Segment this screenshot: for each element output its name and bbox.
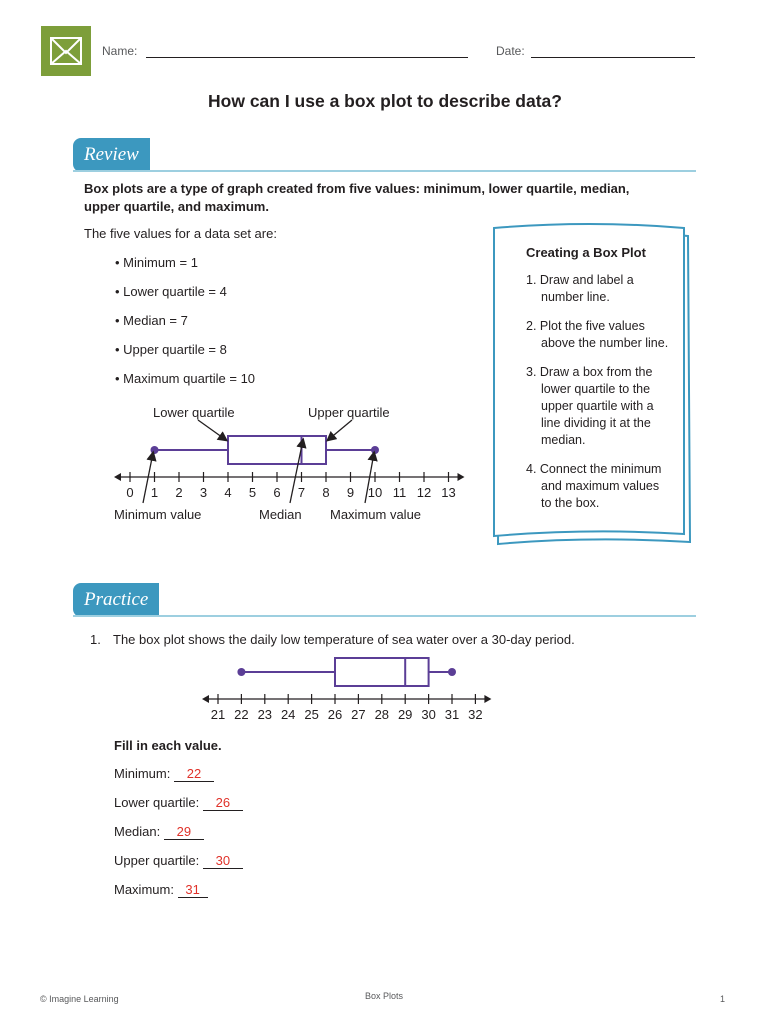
tick-label: 2 [175, 485, 183, 500]
value-lower-quartile: • Lower quartile = 4 [115, 284, 227, 299]
page-title: How can I use a box plot to describe data? [208, 91, 562, 111]
field-lower-quartile [114, 795, 243, 811]
minimum-value-label: Minimum value [114, 507, 202, 522]
card-step-1-line2: number line. [541, 290, 610, 304]
card-title: Creating a Box Plot [526, 245, 646, 260]
card-step-2-line2: above the number line. [541, 336, 669, 350]
field-median-label: Median: [114, 824, 161, 839]
tick-label: 32 [468, 707, 483, 722]
field-maximum [114, 882, 208, 898]
card-step-1-line1: 1. Draw and label a [526, 273, 634, 287]
value-maximum: • Maximum quartile = 10 [115, 371, 256, 386]
card-step-3-line1: 3. Draw a box from the [526, 365, 653, 379]
question-number: 1. [90, 632, 101, 647]
review-intro-line2: upper quartile, and maximum. [84, 199, 269, 214]
tick-label: 11 [392, 485, 407, 500]
card-step-4-line2: and maximum values [541, 479, 660, 493]
tick-label: 26 [327, 707, 343, 722]
tick-label: 23 [257, 707, 273, 722]
value-minimum: • Minimum = 1 [115, 255, 198, 270]
footer-copyright: © Imagine Learning [40, 994, 119, 1004]
upper-quartile-answer[interactable]: 30 [203, 853, 243, 869]
field-upper-quartile-label: Upper quartile: [114, 853, 200, 868]
tick-label: 13 [441, 485, 456, 500]
upper-quartile-label: Upper quartile [308, 405, 390, 420]
footer-page-number: 1 [720, 994, 726, 1004]
tick-label: 10 [367, 485, 383, 500]
tick-label: 31 [444, 707, 460, 722]
tick-label: 25 [304, 707, 319, 722]
card-step-4-line3: to the box. [541, 496, 600, 510]
card-step-4-line1: 4. Connect the minimum [526, 462, 662, 476]
median-answer[interactable]: 29 [164, 824, 204, 840]
field-maximum-label: Maximum: [114, 882, 174, 897]
tick-label: 28 [374, 707, 390, 722]
tick-label: 27 [351, 707, 366, 722]
question-text: The box plot shows the daily low temperature of sea water over a 30-day period. [113, 632, 575, 647]
field-lower-quartile-label: Lower quartile: [114, 795, 200, 810]
review-intro-line1: Box plots are a type of graph created from five values: minimum, lower quartile, median, [84, 181, 630, 196]
tick-label: 30 [421, 707, 436, 722]
footer-center: Box Plots [365, 991, 404, 1001]
maximum-point [448, 668, 456, 676]
tick-label: 4 [224, 485, 232, 500]
quartile-box [335, 658, 429, 686]
card-step-3-line2: lower quartile to the [541, 382, 651, 396]
tick-label: 12 [416, 485, 432, 500]
card-step-3-line4: line dividing it at the [541, 416, 651, 430]
field-minimum-label: Minimum: [114, 766, 171, 781]
maximum-answer[interactable]: 31 [178, 882, 208, 898]
tick-label: 8 [322, 485, 330, 500]
maximum-value-label: Maximum value [330, 507, 422, 522]
tick-label: 9 [346, 485, 355, 500]
number-line-left-arrow [202, 695, 209, 703]
tick-label: 24 [280, 707, 296, 722]
minimum-answer[interactable]: 22 [174, 766, 214, 782]
value-upper-quartile: • Upper quartile = 8 [115, 342, 227, 357]
name-label: Name: [102, 44, 138, 58]
fill-instruction: Fill in each value. [114, 738, 222, 753]
lower-quartile-answer[interactable]: 26 [203, 795, 243, 811]
tick-label: 21 [210, 707, 226, 722]
field-median [114, 824, 204, 840]
tick-label: 29 [397, 707, 413, 722]
median-label: Median [259, 507, 302, 522]
value-median: • Median = 7 [115, 313, 188, 328]
minimum-point [237, 668, 245, 676]
field-upper-quartile [114, 853, 243, 869]
five-values-label: The five values for a data set are: [84, 226, 277, 241]
practice-tab: Practice [73, 583, 159, 617]
tick-label: 0 [126, 485, 134, 500]
tick-label: 22 [234, 707, 249, 722]
card-step-3-line3: upper quartile with a [541, 399, 654, 413]
tick-label: 3 [199, 485, 208, 500]
tick-label: 7 [297, 485, 306, 500]
review-tab: Review [73, 138, 150, 172]
tick-label: 6 [273, 485, 281, 500]
field-minimum [114, 766, 214, 782]
tick-label: 1 [150, 485, 159, 500]
number-line-right-arrow [484, 695, 491, 703]
lower-quartile-label: Lower quartile [153, 405, 235, 420]
tick-label: 5 [248, 485, 257, 500]
card-step-3-line5: median. [541, 433, 586, 447]
card-step-2-line1: 2. Plot the five values [526, 319, 645, 333]
date-label: Date: [496, 44, 525, 58]
